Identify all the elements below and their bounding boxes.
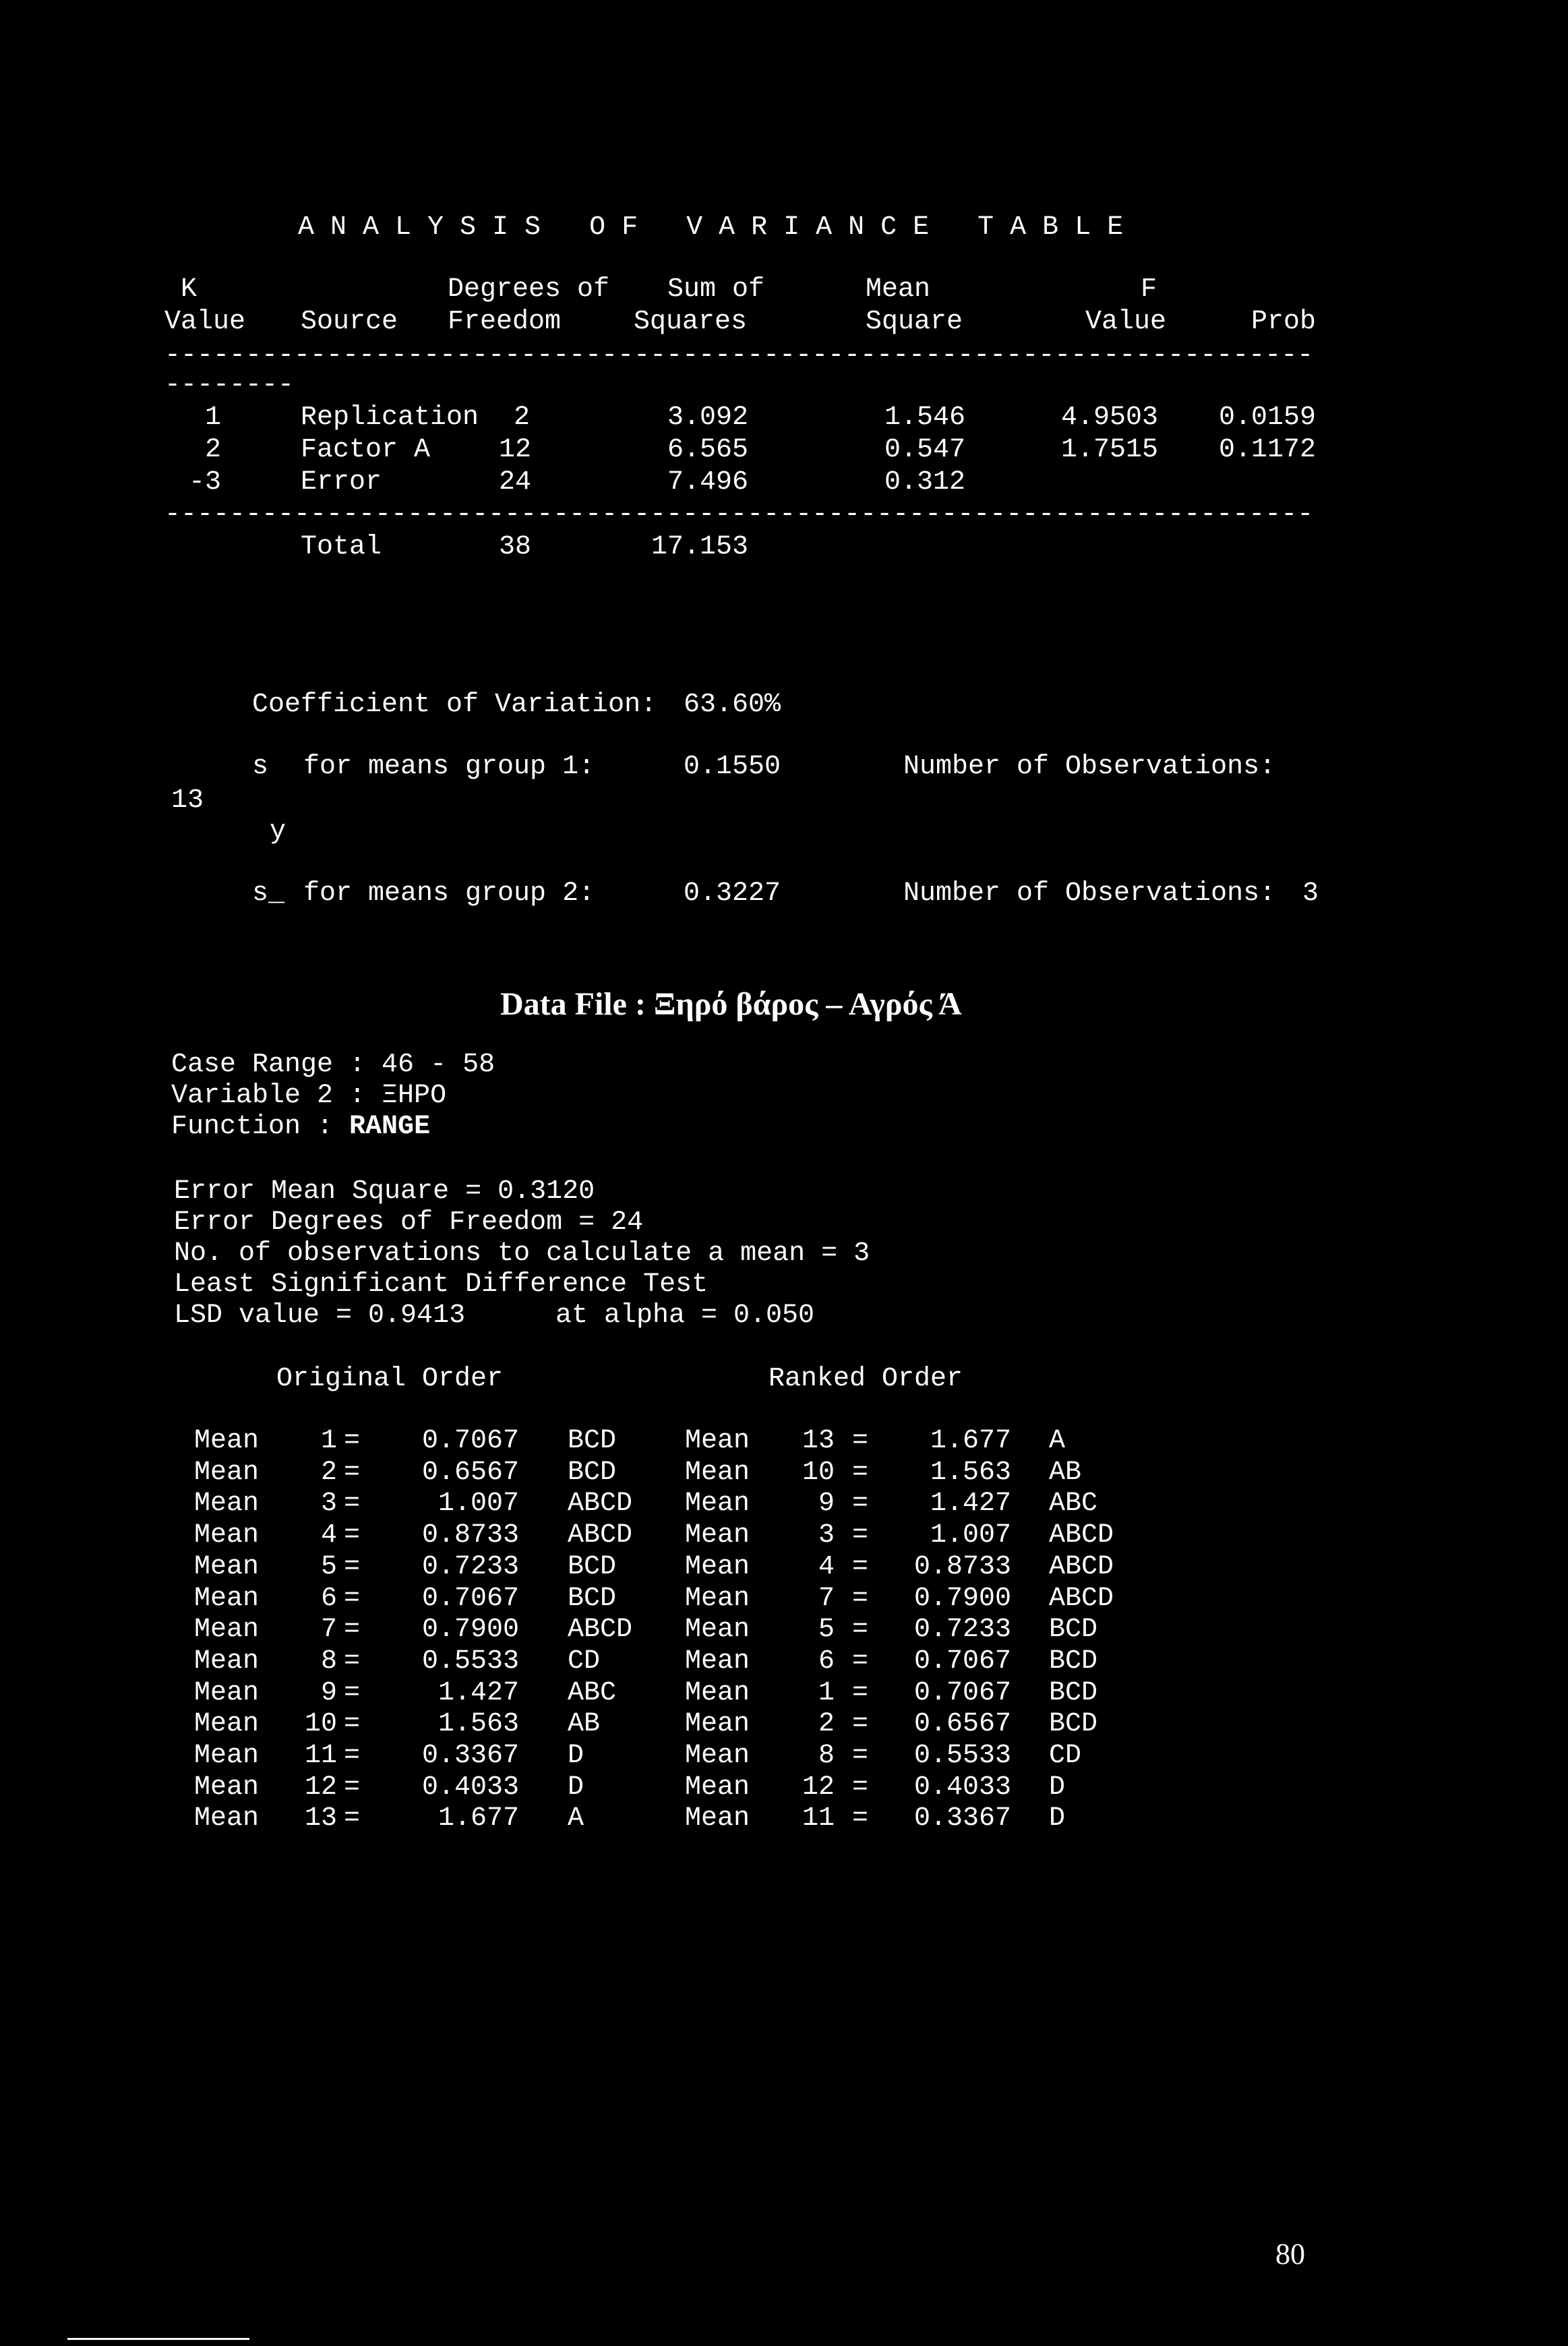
row1-f: 4.9503	[1061, 402, 1159, 433]
original-mean-value: 0.4033	[422, 1772, 520, 1803]
ranked-mean-value: 0.5533	[914, 1741, 1012, 1771]
row2-ms: 0.547	[884, 435, 966, 465]
row2-k: 2	[204, 435, 221, 465]
dash-line-wrap: --------	[164, 370, 295, 400]
ranked-equals-sign: =	[852, 1615, 869, 1645]
ranked-mean-label: Mean	[685, 1552, 750, 1582]
header-k: K	[181, 274, 198, 305]
ranked-mean-label: Mean	[685, 1488, 750, 1519]
ranked-mean-number: 12	[802, 1772, 835, 1803]
original-mean-value: 1.677	[438, 1803, 519, 1834]
ranked-group-letters: ABCD	[1049, 1584, 1114, 1614]
original-equals-sign: =	[344, 1552, 361, 1582]
ranked-mean-number: 2	[818, 1709, 835, 1739]
original-equals-sign: =	[344, 1426, 361, 1456]
original-group-letters: ABCD	[568, 1520, 633, 1551]
original-mean-value: 1.563	[438, 1709, 519, 1739]
header-ss-2: Squares	[634, 307, 748, 337]
ranked-mean-number: 3	[818, 1520, 835, 1551]
row2-f: 1.7515	[1061, 435, 1159, 465]
group1-obs-label: Number of Observations:	[903, 752, 1276, 782]
original-mean-number: 2	[320, 1457, 337, 1488]
original-mean-label: Mean	[194, 1552, 260, 1582]
footer-rule	[67, 2338, 249, 2340]
ranked-mean-value: 1.427	[930, 1488, 1011, 1519]
ranked-mean-label: Mean	[685, 1741, 750, 1771]
original-mean-value: 0.7233	[422, 1552, 520, 1582]
alpha-value: at alpha = 0.050	[555, 1300, 815, 1331]
ranked-mean-label: Mean	[685, 1803, 750, 1834]
ranked-equals-sign: =	[852, 1426, 869, 1456]
ranked-mean-number: 8	[818, 1741, 835, 1771]
group1-value: 0.1550	[684, 752, 781, 782]
ranked-equals-sign: =	[852, 1552, 869, 1582]
s-symbol-2: s_	[252, 878, 285, 909]
total-label: Total	[301, 532, 382, 562]
original-equals-sign: =	[344, 1520, 361, 1551]
page-number: 80	[1275, 2237, 1305, 2270]
original-equals-sign: =	[344, 1678, 361, 1708]
ranked-mean-number: 7	[818, 1584, 835, 1614]
original-group-letters: ABC	[568, 1678, 617, 1708]
ranked-mean-label: Mean	[685, 1584, 750, 1614]
row1-prob: 0.0159	[1219, 402, 1317, 433]
row2-df: 12	[499, 435, 532, 465]
ranked-mean-label: Mean	[685, 1646, 750, 1677]
obs-per-mean: No. of observations to calculate a mean = 3	[174, 1238, 870, 1269]
cv-label: Coefficient of Variation:	[252, 690, 657, 720]
ranked-group-letters: BCD	[1049, 1646, 1098, 1677]
original-mean-label: Mean	[194, 1457, 260, 1488]
original-equals-sign: =	[344, 1803, 361, 1834]
error-mean-square: Error Mean Square = 0.3120	[174, 1176, 595, 1207]
row2-source: Factor A	[301, 435, 431, 465]
original-mean-label: Mean	[194, 1772, 260, 1803]
original-order-title: Original Order	[276, 1364, 504, 1394]
ranked-equals-sign: =	[852, 1457, 869, 1488]
lsd-test-title: Least Significant Difference Test	[174, 1269, 708, 1300]
header-source: Source	[301, 307, 398, 337]
ranked-equals-sign: =	[852, 1646, 869, 1677]
group2-obs-label: Number of Observations:	[903, 878, 1276, 909]
ranked-mean-value: 0.6567	[914, 1709, 1012, 1739]
ranked-mean-number: 11	[802, 1803, 835, 1834]
ranked-mean-value: 0.4033	[914, 1772, 1012, 1803]
ranked-group-letters: AB	[1049, 1457, 1082, 1488]
original-mean-label: Mean	[194, 1615, 260, 1645]
header-ms-2: Square	[866, 307, 963, 337]
anova-title: A N A L Y S I S O F V A R I A N C E T A B L E	[298, 212, 1124, 243]
original-mean-number: 10	[304, 1709, 337, 1739]
ranked-mean-value: 1.677	[930, 1426, 1011, 1456]
original-mean-number: 1	[320, 1426, 337, 1456]
original-mean-label: Mean	[194, 1741, 260, 1771]
original-group-letters: ABCD	[568, 1488, 633, 1519]
row3-source: Error	[301, 467, 382, 498]
ranked-mean-value: 0.7067	[914, 1646, 1012, 1677]
original-mean-label: Mean	[194, 1709, 260, 1739]
row3-k: -3	[188, 467, 221, 498]
total-df: 38	[499, 532, 532, 562]
original-group-letters: BCD	[568, 1426, 617, 1456]
ranked-group-letters: ABC	[1049, 1488, 1098, 1519]
function-label: Function :	[171, 1112, 350, 1142]
original-equals-sign: =	[344, 1772, 361, 1803]
ranked-mean-label: Mean	[685, 1678, 750, 1708]
ranked-equals-sign: =	[852, 1678, 869, 1708]
s-symbol-1: s	[252, 752, 269, 782]
ranked-mean-value: 1.007	[930, 1520, 1011, 1551]
group2-label: for means group 2:	[303, 878, 595, 909]
ranked-equals-sign: =	[852, 1584, 869, 1614]
header-ms-1: Mean	[866, 274, 931, 305]
original-mean-number: 3	[320, 1488, 337, 1519]
ranked-group-letters: BCD	[1049, 1615, 1098, 1645]
original-mean-number: 6	[320, 1584, 337, 1614]
y-symbol: y	[270, 816, 287, 847]
ranked-mean-label: Mean	[685, 1615, 750, 1645]
row1-source: Replication	[301, 402, 479, 433]
ranked-mean-label: Mean	[685, 1772, 750, 1803]
original-equals-sign: =	[344, 1646, 361, 1677]
total-ss: 17.153	[651, 532, 749, 562]
original-group-letters: BCD	[568, 1552, 617, 1582]
original-equals-sign: =	[344, 1457, 361, 1488]
row1-k: 1	[204, 402, 221, 433]
original-mean-number: 13	[304, 1803, 337, 1834]
original-group-letters: D	[568, 1741, 584, 1771]
ranked-mean-label: Mean	[685, 1520, 750, 1551]
ranked-group-letters: ABCD	[1049, 1552, 1114, 1582]
original-equals-sign: =	[344, 1741, 361, 1771]
error-df: Error Degrees of Freedom = 24	[174, 1207, 644, 1238]
ranked-group-letters: CD	[1049, 1741, 1082, 1771]
original-mean-value: 0.5533	[422, 1646, 520, 1677]
header-k-value: Value	[164, 307, 246, 337]
group1-obs: 13	[171, 785, 204, 816]
lsd-value: LSD value = 0.9413	[174, 1300, 466, 1331]
ranked-group-letters: BCD	[1049, 1709, 1098, 1739]
original-equals-sign: =	[344, 1584, 361, 1614]
original-group-letters: AB	[568, 1709, 601, 1739]
header-ss-1: Sum of	[667, 274, 765, 305]
row1-df: 2	[514, 402, 531, 433]
original-equals-sign: =	[344, 1488, 361, 1519]
data-file-title: Data File : Ξηρό βάρος – Αγρός Ά	[500, 986, 962, 1022]
case-range: Case Range : 46 - 58	[171, 1050, 495, 1080]
ranked-mean-value: 0.7067	[914, 1678, 1012, 1708]
row3-ms: 0.312	[884, 467, 966, 498]
dash-line-bottom: -----------------------------------------------------------------------	[164, 502, 1314, 529]
ranked-mean-number: 10	[802, 1457, 835, 1488]
ranked-equals-sign: =	[852, 1709, 869, 1739]
original-mean-value: 1.007	[438, 1488, 519, 1519]
header-df-2: Freedom	[448, 307, 562, 337]
ranked-group-letters: BCD	[1049, 1678, 1098, 1708]
original-mean-value: 0.7067	[422, 1584, 520, 1614]
ranked-equals-sign: =	[852, 1741, 869, 1771]
group2-value: 0.3227	[684, 878, 781, 909]
original-group-letters: D	[568, 1772, 584, 1803]
original-mean-value: 0.7900	[422, 1615, 520, 1645]
original-equals-sign: =	[344, 1709, 361, 1739]
original-mean-number: 5	[320, 1552, 337, 1582]
ranked-equals-sign: =	[852, 1772, 869, 1803]
original-group-letters: BCD	[568, 1457, 617, 1488]
original-group-letters: BCD	[568, 1584, 617, 1614]
header-df-1: Degrees of	[448, 274, 610, 305]
ranked-mean-value: 0.7233	[914, 1615, 1012, 1645]
row1-ms: 1.546	[884, 402, 966, 433]
ranked-mean-number: 13	[802, 1426, 835, 1456]
original-mean-value: 0.8733	[422, 1520, 520, 1551]
ranked-mean-value: 0.7900	[914, 1584, 1012, 1614]
original-mean-value: 0.3367	[422, 1741, 520, 1771]
ranked-order-title: Ranked Order	[768, 1364, 963, 1394]
original-mean-number: 9	[320, 1678, 337, 1708]
ranked-mean-number: 6	[818, 1646, 835, 1677]
group1-label: for means group 1:	[303, 752, 595, 782]
original-mean-number: 11	[304, 1741, 337, 1771]
ranked-mean-number: 1	[818, 1678, 835, 1708]
original-mean-number: 12	[304, 1772, 337, 1803]
original-mean-label: Mean	[194, 1584, 260, 1614]
original-group-letters: CD	[568, 1646, 601, 1677]
original-mean-number: 8	[320, 1646, 337, 1677]
original-group-letters: A	[568, 1803, 584, 1834]
ranked-mean-value: 1.563	[930, 1457, 1011, 1488]
row2-prob: 0.1172	[1219, 435, 1317, 465]
function-value: RANGE	[349, 1112, 431, 1142]
row3-ss: 7.496	[667, 467, 749, 498]
ranked-mean-label: Mean	[685, 1426, 750, 1456]
row3-df: 24	[499, 467, 532, 498]
ranked-mean-value: 0.3367	[914, 1803, 1012, 1834]
original-mean-label: Mean	[194, 1803, 260, 1834]
original-group-letters: ABCD	[568, 1615, 633, 1645]
row2-ss: 6.565	[667, 435, 749, 465]
original-mean-label: Mean	[194, 1646, 260, 1677]
variable-line: Variable 2 : ΞΗΡΟ	[171, 1081, 447, 1111]
ranked-mean-label: Mean	[685, 1457, 750, 1488]
ranked-mean-label: Mean	[685, 1709, 750, 1739]
header-f-1: F	[1141, 274, 1157, 305]
dash-line-top: -----------------------------------------------------------------------	[164, 342, 1314, 369]
ranked-equals-sign: =	[852, 1520, 869, 1551]
ranked-mean-number: 5	[818, 1615, 835, 1645]
cv-value: 63.60%	[684, 690, 781, 720]
ranked-group-letters: ABCD	[1049, 1520, 1114, 1551]
header-prob: Prob	[1251, 307, 1317, 337]
original-mean-label: Mean	[194, 1488, 260, 1519]
row1-ss: 3.092	[667, 402, 749, 433]
ranked-group-letters: A	[1049, 1426, 1066, 1456]
ranked-mean-number: 4	[818, 1552, 835, 1582]
ranked-group-letters: D	[1049, 1803, 1066, 1834]
original-mean-value: 0.6567	[422, 1457, 520, 1488]
ranked-mean-number: 9	[818, 1488, 835, 1519]
original-mean-number: 7	[320, 1615, 337, 1645]
function-line	[171, 1114, 430, 1141]
group2-obs: 3	[1302, 878, 1319, 909]
original-mean-number: 4	[320, 1520, 337, 1551]
ranked-equals-sign: =	[852, 1803, 869, 1834]
ranked-equals-sign: =	[852, 1488, 869, 1519]
ranked-mean-value: 0.8733	[914, 1552, 1012, 1582]
original-mean-label: Mean	[194, 1426, 260, 1456]
original-mean-label: Mean	[194, 1520, 260, 1551]
header-f-2: Value	[1085, 307, 1167, 337]
ranked-group-letters: D	[1049, 1772, 1066, 1803]
original-mean-value: 1.427	[438, 1678, 519, 1708]
original-equals-sign: =	[344, 1615, 361, 1645]
original-mean-value: 0.7067	[422, 1426, 520, 1456]
original-mean-label: Mean	[194, 1678, 260, 1708]
